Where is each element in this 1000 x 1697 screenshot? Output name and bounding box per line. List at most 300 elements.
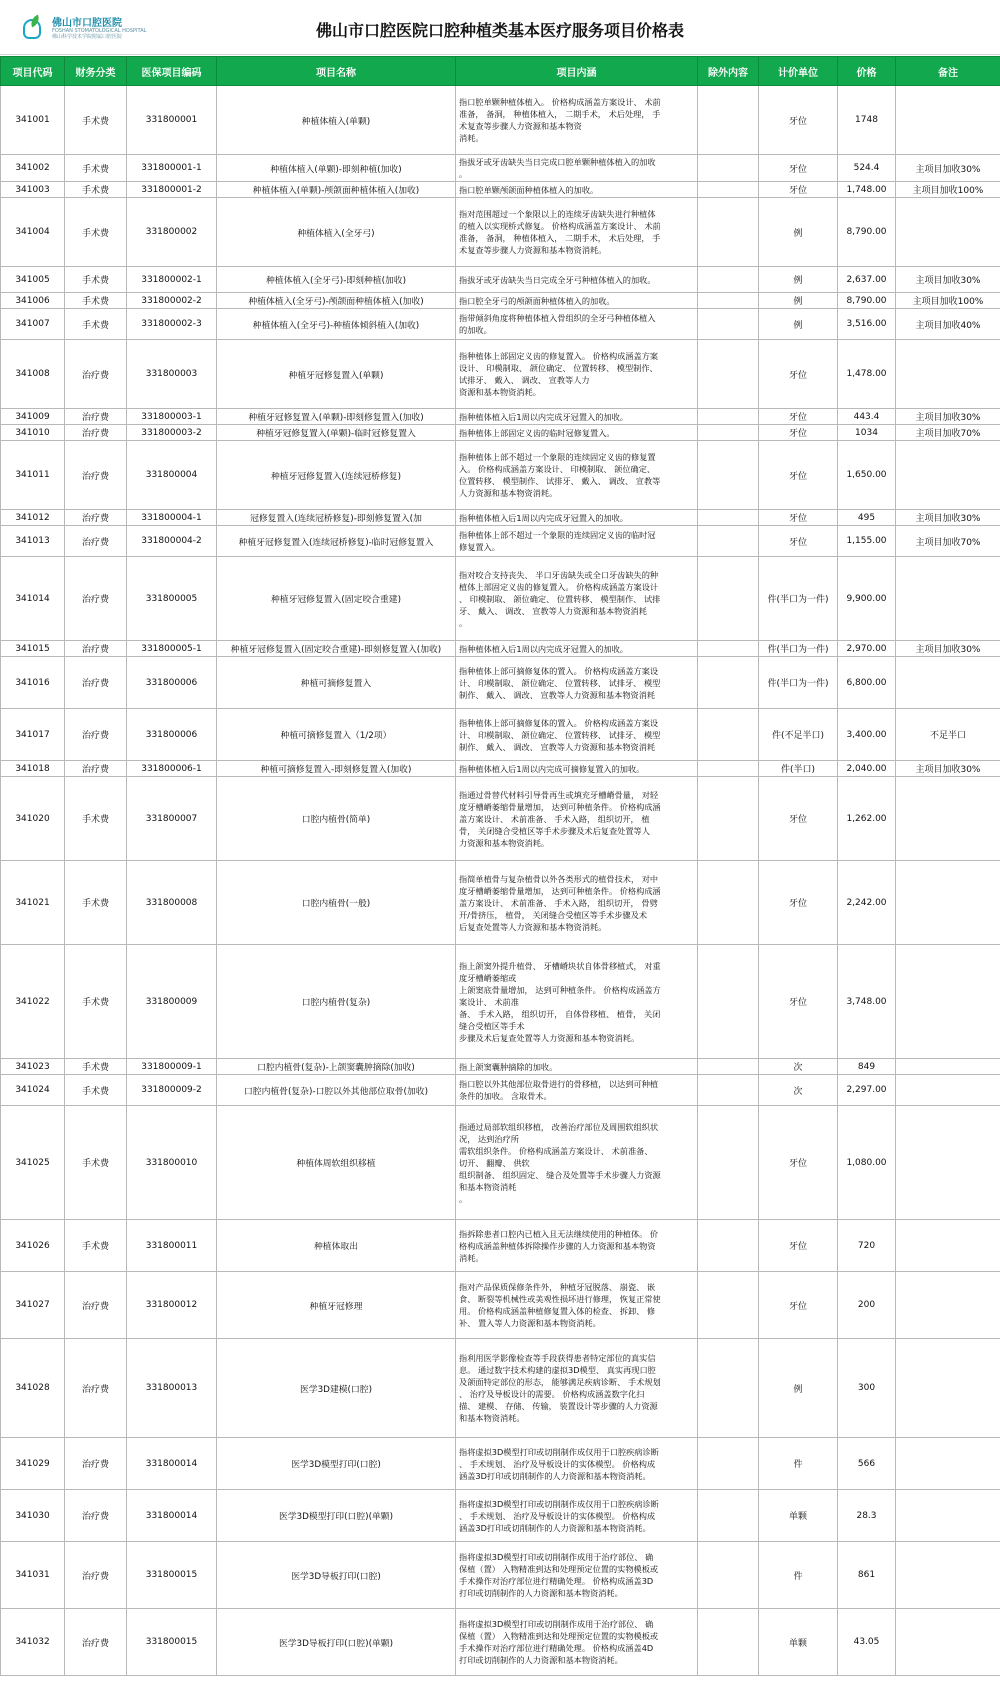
cell-description: 指利用医学影像检查等手段获得患者特定部位的真实信 息。 通过数字技术构建的虚拟3D模型、 真实再现口腔 及颌面特定部位的形态， 能够满足疾病诊断、 手术规划 、 治疗及导板设计的需要。 价格构成涵盖数字化扫 描、 建模、 存储、 传输， 装置设计等步骤的人力资源 和基本物资消耗。 xyxy=(456,1339,698,1438)
cell-price: 28.3 xyxy=(838,1490,896,1542)
cell-unit: 单颗 xyxy=(759,1490,838,1542)
cell-name: 种植牙冠修复置入(单颗) xyxy=(217,340,456,409)
cell-note: 主项目加收30% xyxy=(896,155,1000,182)
table-row xyxy=(1,1490,1000,1542)
cell-price: 2,297.00 xyxy=(838,1075,896,1106)
cell-code: 341028 xyxy=(1,1339,65,1438)
cell-price: 2,970.00 xyxy=(838,641,896,657)
cell-exclusions xyxy=(698,1075,759,1106)
column-header-code: 项目代码 xyxy=(1,57,65,86)
cell-code: 341030 xyxy=(1,1490,65,1542)
cell-description: 指拔牙或牙齿缺失当日完成全牙弓种植体植入的加收。 xyxy=(456,267,698,293)
cell-code: 341015 xyxy=(1,641,65,657)
column-header-category: 财务分类 xyxy=(65,57,127,86)
cell-unit: 牙位 xyxy=(759,777,838,861)
cell-note: 主项目加收100% xyxy=(896,182,1000,198)
cell-insurance-code: 331800015 xyxy=(127,1609,217,1676)
cell-code: 341013 xyxy=(1,526,65,557)
cell-note: 主项目加收30% xyxy=(896,641,1000,657)
cell-price: 1,748.00 xyxy=(838,182,896,198)
cell-price: 849 xyxy=(838,1059,896,1075)
cell-price: 3,748.00 xyxy=(838,945,896,1059)
cell-insurance-code: 331800004 xyxy=(127,441,217,510)
cell-code: 341017 xyxy=(1,709,65,761)
cell-name: 医学3D模型打印(口腔)(单颗) xyxy=(217,1490,456,1542)
cell-category: 手术费 xyxy=(65,182,127,198)
cell-category: 治疗费 xyxy=(65,1339,127,1438)
cell-name: 口腔内植骨(一般) xyxy=(217,861,456,945)
cell-exclusions xyxy=(698,777,759,861)
cell-description: 指将虚拟3D模型打印或切削制作成仅用于口腔疾病诊断 、 手术规划、 治疗及导板设计的实体模型。 价格构成 涵盖3D打印或切削制作的人力资源和基本物资消耗。 xyxy=(456,1490,698,1542)
cell-category: 手术费 xyxy=(65,309,127,340)
cell-unit: 例 xyxy=(759,267,838,293)
cell-insurance-code: 331800014 xyxy=(127,1438,217,1490)
table-row xyxy=(1,641,1000,657)
cell-description: 指口腔全牙弓的颅颌面种植体植入的加收。 xyxy=(456,293,698,309)
cell-name: 医学3D导板打印(口腔) xyxy=(217,1542,456,1609)
cell-exclusions xyxy=(698,1609,759,1676)
cell-description: 指口腔以外其他部位取骨进行的骨移植， 以达到可种植 条件的加收。 含取骨术。 xyxy=(456,1075,698,1106)
table-row xyxy=(1,198,1000,267)
cell-category: 治疗费 xyxy=(65,1609,127,1676)
cell-insurance-code: 331800002 xyxy=(127,198,217,267)
table-header-row xyxy=(1,57,1000,86)
cell-code: 341011 xyxy=(1,441,65,510)
cell-price: 524.4 xyxy=(838,155,896,182)
cell-exclusions xyxy=(698,409,759,425)
cell-category: 手术费 xyxy=(65,1075,127,1106)
cell-price: 2,242.00 xyxy=(838,861,896,945)
cell-code: 341016 xyxy=(1,657,65,709)
cell-unit: 件(不足半口) xyxy=(759,709,838,761)
cell-exclusions xyxy=(698,945,759,1059)
cell-unit: 牙位 xyxy=(759,526,838,557)
cell-unit: 件(半口) xyxy=(759,761,838,777)
cell-note xyxy=(896,1075,1000,1106)
cell-unit: 次 xyxy=(759,1059,838,1075)
table-row xyxy=(1,657,1000,709)
cell-note xyxy=(896,1272,1000,1339)
cell-name: 种植体植入(全牙弓)-种植体倾斜植入(加收) xyxy=(217,309,456,340)
cell-insurance-code: 331800002-1 xyxy=(127,267,217,293)
table-row xyxy=(1,441,1000,510)
cell-category: 治疗费 xyxy=(65,657,127,709)
cell-description: 指种植体植入后1周以内完成可摘修复置入的加收。 xyxy=(456,761,698,777)
cell-unit: 牙位 xyxy=(759,1220,838,1272)
cell-code: 341029 xyxy=(1,1438,65,1490)
cell-description: 指将虚拟3D模型打印或切削制作成仅用于口腔疾病诊断 、 手术规划、 治疗及导板设计的实体模型。 价格构成 涵盖3D打印或切削制作的人力资源和基本物资消耗。 xyxy=(456,1438,698,1490)
cell-price: 1,478.00 xyxy=(838,340,896,409)
cell-description: 指对咬合支持丧失、 半口牙齿缺失或全口牙齿缺失的种 植体上部固定义齿的修复置入。 价格构成涵盖方案设计 、 印模制取、 颌位确定、 位置转移、 模型制作、 试排 牙、 戴入、 调改、 宣教等人力资源和基本物资消耗 。 xyxy=(456,557,698,641)
cell-insurance-code: 331800005-1 xyxy=(127,641,217,657)
cell-price: 8,790.00 xyxy=(838,293,896,309)
cell-name: 口腔内植骨(复杂) xyxy=(217,945,456,1059)
cell-price: 8,790.00 xyxy=(838,198,896,267)
cell-note xyxy=(896,1220,1000,1272)
cell-name: 种植可摘修复置入（1/2项） xyxy=(217,709,456,761)
cell-description: 指种植体植入后1周以内完成牙冠置入的加收。 xyxy=(456,641,698,657)
cell-name: 种植牙冠修复置入(单颗)-临时冠修复置入 xyxy=(217,425,456,441)
cell-price: 720 xyxy=(838,1220,896,1272)
cell-unit: 牙位 xyxy=(759,861,838,945)
cell-category: 治疗费 xyxy=(65,526,127,557)
table-row xyxy=(1,309,1000,340)
cell-name: 医学3D建模(口腔) xyxy=(217,1339,456,1438)
cell-exclusions xyxy=(698,1106,759,1220)
table-row xyxy=(1,777,1000,861)
cell-note xyxy=(896,861,1000,945)
cell-category: 治疗费 xyxy=(65,340,127,409)
cell-exclusions xyxy=(698,86,759,155)
table-row xyxy=(1,526,1000,557)
cell-unit: 牙位 xyxy=(759,1272,838,1339)
cell-code: 341023 xyxy=(1,1059,65,1075)
cell-unit: 件(半口为一件) xyxy=(759,657,838,709)
cell-note xyxy=(896,1106,1000,1220)
cell-category: 治疗费 xyxy=(65,1490,127,1542)
cell-insurance-code: 331800007 xyxy=(127,777,217,861)
cell-insurance-code: 331800002-3 xyxy=(127,309,217,340)
cell-unit: 次 xyxy=(759,1075,838,1106)
cell-insurance-code: 331800008 xyxy=(127,861,217,945)
cell-insurance-code: 331800009-1 xyxy=(127,1059,217,1075)
cell-insurance-code: 331800001-2 xyxy=(127,182,217,198)
cell-price: 566 xyxy=(838,1438,896,1490)
cell-price: 200 xyxy=(838,1272,896,1339)
cell-insurance-code: 331800009 xyxy=(127,945,217,1059)
cell-insurance-code: 331800006-1 xyxy=(127,761,217,777)
cell-category: 手术费 xyxy=(65,1220,127,1272)
cell-description: 指对范围超过一个象限以上的连续牙齿缺失进行种植体 的植入以实现桥式修复。 价格构成涵盖方案设计、 术前 准备， 备洞， 种植体植入， 二期手术， 术后处理， 手 术复查等步骤人力资源和基本物资消耗。 xyxy=(456,198,698,267)
cell-note xyxy=(896,86,1000,155)
cell-description: 指种植体上部固定义齿的临时冠修复置入。 xyxy=(456,425,698,441)
cell-price: 443.4 xyxy=(838,409,896,425)
cell-unit: 单颗 xyxy=(759,1609,838,1676)
cell-code: 341031 xyxy=(1,1542,65,1609)
cell-category: 治疗费 xyxy=(65,1542,127,1609)
table-row xyxy=(1,340,1000,409)
cell-price: 495 xyxy=(838,510,896,526)
cell-unit: 牙位 xyxy=(759,945,838,1059)
cell-name: 种植体植入(单颗)-即刻种植(加收) xyxy=(217,155,456,182)
cell-price: 6,800.00 xyxy=(838,657,896,709)
cell-code: 341025 xyxy=(1,1106,65,1220)
cell-note xyxy=(896,340,1000,409)
cell-code: 341009 xyxy=(1,409,65,425)
cell-insurance-code: 331800004-1 xyxy=(127,510,217,526)
cell-price: 43.05 xyxy=(838,1609,896,1676)
cell-unit: 牙位 xyxy=(759,182,838,198)
cell-description: 指拆除患者口腔内已植入且无法继续使用的种植体。 价 格构成涵盖种植体拆除操作步骤的人力资源和基本物资 消耗。 xyxy=(456,1220,698,1272)
cell-unit: 牙位 xyxy=(759,340,838,409)
cell-unit: 件(半口为一件) xyxy=(759,557,838,641)
cell-code: 341024 xyxy=(1,1075,65,1106)
cell-name: 冠修复置入(连续冠桥修复)-即刻修复置入(加 xyxy=(217,510,456,526)
table-row xyxy=(1,293,1000,309)
cell-exclusions xyxy=(698,1490,759,1542)
cell-price: 1,262.00 xyxy=(838,777,896,861)
cell-code: 341026 xyxy=(1,1220,65,1272)
cell-code: 341001 xyxy=(1,86,65,155)
cell-description: 指带倾斜角度将种植体植入骨组织的全牙弓种植体植入 的加收。 xyxy=(456,309,698,340)
cell-name: 种植体周软组织移植 xyxy=(217,1106,456,1220)
cell-exclusions xyxy=(698,425,759,441)
cell-description: 指将虚拟3D模型打印或切削制作成用于治疗部位、 确 保植（置） 入物精准到达和处理预定位置的实物模板或 手术操作对治疗部位进行精确处理。 价格构成涵盖4D 打印或切削制作的人力资源和基本物资消耗。 xyxy=(456,1609,698,1676)
cell-code: 341002 xyxy=(1,155,65,182)
cell-description: 指种植体植入后1周以内完成牙冠置入的加收。 xyxy=(456,409,698,425)
cell-name: 种植牙冠修复置入(固定咬合重建)-即刻修复置入(加收) xyxy=(217,641,456,657)
cell-description: 指简单植骨与复杂植骨以外各类形式的植骨技术， 对中 度牙槽嵴萎缩骨量增加， 达到可种植条件。 价格构成涵 盖方案设计、 术前准备、 手术入路， 组织切开， 骨劈 开/骨挤压， 植骨， 关闭缝合受植区等手术步骤及术 后复查处置等人力资源和基本物资消耗。 xyxy=(456,861,698,945)
cell-code: 341027 xyxy=(1,1272,65,1339)
table-row xyxy=(1,761,1000,777)
table-row xyxy=(1,425,1000,441)
price-table xyxy=(0,56,1000,1676)
table-row xyxy=(1,1075,1000,1106)
cell-category: 治疗费 xyxy=(65,641,127,657)
cell-unit: 牙位 xyxy=(759,441,838,510)
page-title: 佛山市口腔医院口腔种植类基本医疗服务项目价格表 xyxy=(315,21,684,40)
hospital-name-en: FOSHAN STOMATOLOGICAL HOSPITAL xyxy=(52,28,147,34)
cell-note: 主项目加收30% xyxy=(896,267,1000,293)
table-row xyxy=(1,1438,1000,1490)
cell-exclusions xyxy=(698,526,759,557)
cell-unit: 例 xyxy=(759,198,838,267)
cell-insurance-code: 331800001 xyxy=(127,86,217,155)
cell-note: 主项目加收30% xyxy=(896,510,1000,526)
cell-unit: 例 xyxy=(759,293,838,309)
cell-note xyxy=(896,441,1000,510)
table-row xyxy=(1,409,1000,425)
cell-name: 种植牙冠修复置入(单颗)-即刻修复置入(加收) xyxy=(217,409,456,425)
cell-price: 300 xyxy=(838,1339,896,1438)
cell-name: 种植体植入(单颗)-颅颌面种植体植入(加收) xyxy=(217,182,456,198)
cell-insurance-code: 331800006 xyxy=(127,709,217,761)
cell-exclusions xyxy=(698,1272,759,1339)
cell-insurance-code: 331800006 xyxy=(127,657,217,709)
table-row xyxy=(1,1339,1000,1438)
cell-price: 1,155.00 xyxy=(838,526,896,557)
table-row xyxy=(1,86,1000,155)
cell-insurance-code: 331800005 xyxy=(127,557,217,641)
hospital-affiliation: 佛山科学技术学院附属口腔医院 xyxy=(52,33,123,40)
table-row xyxy=(1,155,1000,182)
column-header-description: 项目内涵 xyxy=(456,57,698,86)
cell-insurance-code: 331800003 xyxy=(127,340,217,409)
cell-unit: 件 xyxy=(759,1438,838,1490)
cell-name: 种植牙冠修复置入(连续冠桥修复) xyxy=(217,441,456,510)
cell-name: 种植牙冠修复置入(连续冠桥修复)-临时冠修复置入 xyxy=(217,526,456,557)
cell-exclusions xyxy=(698,657,759,709)
cell-note: 主项目加收100% xyxy=(896,293,1000,309)
cell-unit: 件(半口为一件) xyxy=(759,641,838,657)
table-row xyxy=(1,709,1000,761)
cell-description: 指种植体上部固定义齿的修复置入。 价格构成涵盖方案 设计、 印模制取、 颌位确定、 位置转移、 模型制作、 试排牙、 戴入、 调改、 宣教等人力 资源和基本物资消耗。 xyxy=(456,340,698,409)
cell-price: 1,650.00 xyxy=(838,441,896,510)
column-header-exclusions: 除外内容 xyxy=(698,57,759,86)
cell-name: 口腔内植骨(复杂)-口腔以外其他部位取骨(加收) xyxy=(217,1075,456,1106)
cell-category: 手术费 xyxy=(65,1106,127,1220)
cell-note xyxy=(896,557,1000,641)
cell-price: 2,040.00 xyxy=(838,761,896,777)
cell-insurance-code: 331800011 xyxy=(127,1220,217,1272)
cell-code: 341022 xyxy=(1,945,65,1059)
cell-name: 医学3D模型打印(口腔) xyxy=(217,1438,456,1490)
cell-exclusions xyxy=(698,340,759,409)
cell-category: 手术费 xyxy=(65,1059,127,1075)
cell-category: 治疗费 xyxy=(65,709,127,761)
cell-name: 种植体植入(全牙弓)-即刻种植(加收) xyxy=(217,267,456,293)
cell-note: 主项目加收30% xyxy=(896,409,1000,425)
cell-name: 种植体植入(全牙弓)-颅颌面种植体植入(加收) xyxy=(217,293,456,309)
cell-name: 种植可摘修复置入-即刻修复置入(加收) xyxy=(217,761,456,777)
cell-code: 341008 xyxy=(1,340,65,409)
cell-price: 1748 xyxy=(838,86,896,155)
cell-exclusions xyxy=(698,1542,759,1609)
cell-note: 主项目加收40% xyxy=(896,309,1000,340)
cell-description: 指通过骨替代材料引导骨再生或填充牙槽嵴骨量， 对轻 度牙槽嵴萎缩骨量增加， 达到可种植条件。 价格构成涵 盖方案设计、 术前准备、 手术入路， 组织切开， 植 骨， 关闭缝合受植区等手术步骤及术后复查处置等人 力资源和基本物资消耗。 xyxy=(456,777,698,861)
cell-category: 治疗费 xyxy=(65,425,127,441)
cell-category: 治疗费 xyxy=(65,1438,127,1490)
cell-insurance-code: 331800012 xyxy=(127,1272,217,1339)
cell-note xyxy=(896,1542,1000,1609)
cell-name: 种植牙冠修复置入(固定咬合重建) xyxy=(217,557,456,641)
column-header-insurance-code: 医保项目编码 xyxy=(127,57,217,86)
cell-code: 341006 xyxy=(1,293,65,309)
cell-exclusions xyxy=(698,510,759,526)
cell-name: 种植可摘修复置入 xyxy=(217,657,456,709)
table-row xyxy=(1,267,1000,293)
cell-unit: 牙位 xyxy=(759,155,838,182)
table-row xyxy=(1,1272,1000,1339)
cell-exclusions xyxy=(698,155,759,182)
table-row xyxy=(1,1106,1000,1220)
column-header-name: 项目名称 xyxy=(217,57,456,86)
table-row xyxy=(1,182,1000,198)
cell-category: 手术费 xyxy=(65,777,127,861)
cell-exclusions xyxy=(698,1339,759,1438)
cell-code: 341005 xyxy=(1,267,65,293)
cell-unit: 牙位 xyxy=(759,409,838,425)
cell-category: 治疗费 xyxy=(65,557,127,641)
cell-description: 指种植体植入后1周以内完成牙冠置入的加收。 xyxy=(456,510,698,526)
cell-insurance-code: 331800014 xyxy=(127,1490,217,1542)
cell-unit: 牙位 xyxy=(759,86,838,155)
table-row xyxy=(1,1542,1000,1609)
cell-price: 3,516.00 xyxy=(838,309,896,340)
cell-unit: 牙位 xyxy=(759,510,838,526)
cell-insurance-code: 331800009-2 xyxy=(127,1075,217,1106)
cell-note xyxy=(896,657,1000,709)
cell-insurance-code: 331800004-2 xyxy=(127,526,217,557)
cell-code: 341004 xyxy=(1,198,65,267)
cell-price: 9,900.00 xyxy=(838,557,896,641)
cell-code: 341018 xyxy=(1,761,65,777)
cell-exclusions xyxy=(698,1438,759,1490)
cell-price: 1,080.00 xyxy=(838,1106,896,1220)
cell-exclusions xyxy=(698,293,759,309)
column-header-note: 备注 xyxy=(896,57,1000,86)
cell-insurance-code: 331800013 xyxy=(127,1339,217,1438)
cell-exclusions xyxy=(698,557,759,641)
cell-description: 指对产品保质保修条件外， 种植牙冠脱落、 崩瓷、 嵌 食、 断裂等机械性或美观性损坏进行修理， 恢复正常使 用。 价格构成涵盖种植修复置入体的检查、 拆卸、 修 补、 置入等人力资源和基本物资消耗。 xyxy=(456,1272,698,1339)
cell-name: 种植体取出 xyxy=(217,1220,456,1272)
cell-price: 861 xyxy=(838,1542,896,1609)
cell-insurance-code: 331800003-1 xyxy=(127,409,217,425)
cell-insurance-code: 331800002-2 xyxy=(127,293,217,309)
cell-description: 指口腔单颗颅颌面种植体植入的加收。 xyxy=(456,182,698,198)
cell-description: 指将虚拟3D模型打印或切削制作成用于治疗部位、 确 保植（置） 入物精准到达和处理预定位置的实物模板或 手术操作对治疗部位进行精确处理。 价格构成涵盖3D 打印或切削制作的人力资源和基本物资消耗。 xyxy=(456,1542,698,1609)
cell-code: 341020 xyxy=(1,777,65,861)
cell-description: 指种植体上部可摘修复体的置入。 价格构成涵盖方案设 计、 印模制取、 颌位确定、 位置转移、 试排牙、 模型 制作、 戴入、 调改、 宣教等人力资源和基本物资消耗 xyxy=(456,657,698,709)
table-row xyxy=(1,557,1000,641)
cell-note: 主项目加收70% xyxy=(896,425,1000,441)
table-row xyxy=(1,510,1000,526)
cell-exclusions xyxy=(698,182,759,198)
column-header-unit: 计价单位 xyxy=(759,57,838,86)
cell-code: 341007 xyxy=(1,309,65,340)
cell-note xyxy=(896,1059,1000,1075)
cell-note xyxy=(896,1438,1000,1490)
cell-exclusions xyxy=(698,1220,759,1272)
cell-unit: 牙位 xyxy=(759,1106,838,1220)
cell-exclusions xyxy=(698,641,759,657)
cell-unit: 牙位 xyxy=(759,425,838,441)
cell-category: 治疗费 xyxy=(65,441,127,510)
cell-exclusions xyxy=(698,709,759,761)
cell-price: 1034 xyxy=(838,425,896,441)
hospital-name: 佛山市口腔医院 xyxy=(52,18,122,29)
cell-category: 手术费 xyxy=(65,198,127,267)
cell-exclusions xyxy=(698,1059,759,1075)
table-row xyxy=(1,1609,1000,1676)
cell-insurance-code: 331800015 xyxy=(127,1542,217,1609)
cell-category: 手术费 xyxy=(65,861,127,945)
cell-price: 3,400.00 xyxy=(838,709,896,761)
cell-code: 341010 xyxy=(1,425,65,441)
cell-note xyxy=(896,198,1000,267)
cell-category: 治疗费 xyxy=(65,510,127,526)
cell-category: 治疗费 xyxy=(65,409,127,425)
cell-note xyxy=(896,945,1000,1059)
cell-note: 主项目加收30% xyxy=(896,761,1000,777)
cell-code: 341012 xyxy=(1,510,65,526)
cell-category: 手术费 xyxy=(65,293,127,309)
cell-description: 指种植体上部不超过一个象限的连续固定义齿的修复置 入。 价格构成涵盖方案设计、 印模制取、 颌位确定、 位置转移、 模型制作、 试排牙、 戴入、 调改、 宣教等 人力资源和基本物资消耗。 xyxy=(456,441,698,510)
column-header-price: 价格 xyxy=(838,57,896,86)
cell-description: 指种植体上部不超过一个象限的连续固定义齿的临时冠 修复置入。 xyxy=(456,526,698,557)
cell-insurance-code: 331800001-1 xyxy=(127,155,217,182)
cell-name: 医学3D导板打印(口腔)(单颗) xyxy=(217,1609,456,1676)
cell-insurance-code: 331800003-2 xyxy=(127,425,217,441)
cell-category: 手术费 xyxy=(65,155,127,182)
cell-description: 指口腔单颗种植体植入。 价格构成涵盖方案设计、 术前 准备， 备洞， 种植体植入， 二期手术， 术后处理， 手 术复查等步骤人力资源和基本物资 消耗。 xyxy=(456,86,698,155)
cell-category: 手术费 xyxy=(65,945,127,1059)
cell-note xyxy=(896,777,1000,861)
cell-category: 治疗费 xyxy=(65,1272,127,1339)
table-row xyxy=(1,861,1000,945)
cell-note: 不足半口 xyxy=(896,709,1000,761)
cell-description: 指种植体上部可摘修复体的置入。 价格构成涵盖方案设 计、 印模制取、 颌位确定、 位置转移、 试排牙、 模型 制作、 戴入、 调改、 宣教等人力资源和基本物资消耗 xyxy=(456,709,698,761)
cell-unit: 例 xyxy=(759,309,838,340)
cell-category: 手术费 xyxy=(65,86,127,155)
cell-code: 341032 xyxy=(1,1609,65,1676)
cell-name: 种植体植入(单颗) xyxy=(217,86,456,155)
cell-description: 指拔牙或牙齿缺失当日完成口腔单颗种植体植入的加收 。 xyxy=(456,155,698,182)
cell-code: 341014 xyxy=(1,557,65,641)
cell-price: 2,637.00 xyxy=(838,267,896,293)
cell-name: 口腔内植骨(简单) xyxy=(217,777,456,861)
cell-note xyxy=(896,1339,1000,1438)
